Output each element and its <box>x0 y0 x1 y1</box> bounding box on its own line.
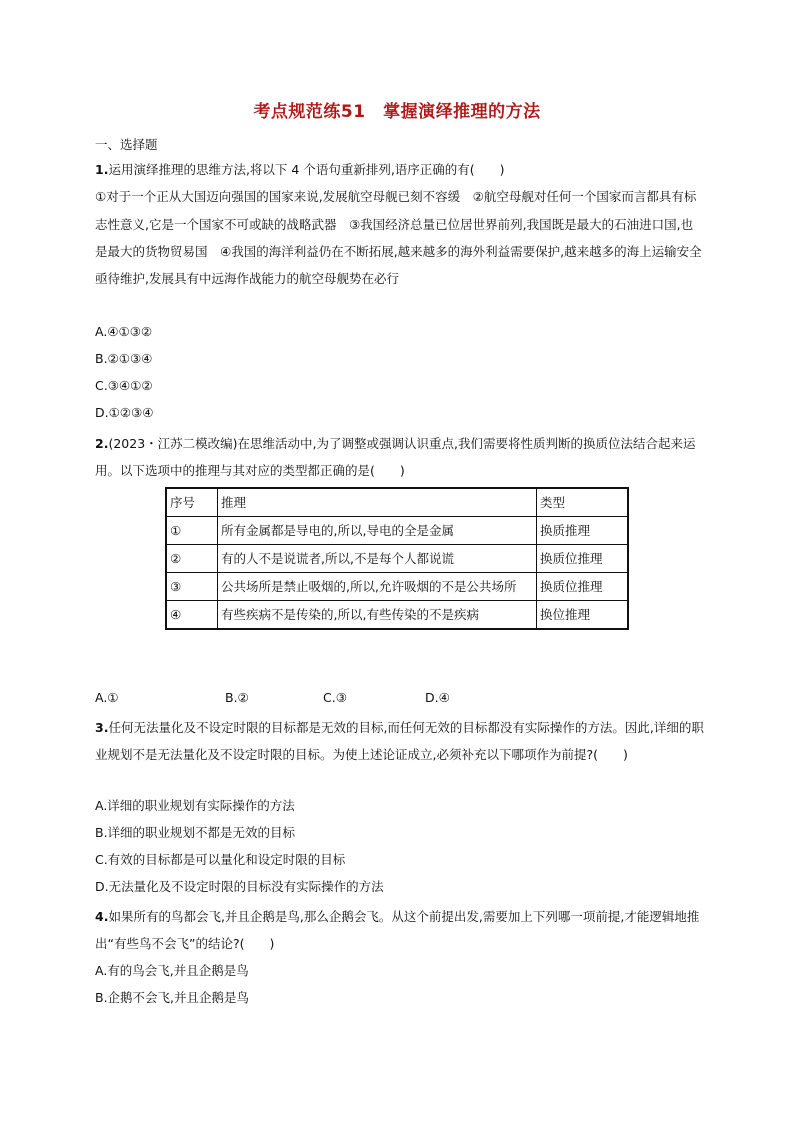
q3-option-c[interactable]: C.有效的目标都是可以量化和设定时限的目标 <box>95 852 346 867</box>
question-1 <box>95 156 705 292</box>
q2-option-c[interactable]: C.③ <box>323 690 347 705</box>
question-number: 4. <box>95 909 109 924</box>
table-cell: 所有金属都是导电的,所以,导电的全是金属 <box>218 517 537 545</box>
q2-option-d[interactable]: D.④ <box>425 690 450 705</box>
table-cell: 换质位推理 <box>537 573 629 601</box>
question-number: 3. <box>95 720 109 735</box>
q2-option-a[interactable]: A.① <box>95 690 119 705</box>
question-stem: (2023・江苏二模改编)在思维活动中,为了调整或强调认识重点,我们需要将性质判断的换质位法结合起来运用。以下选项中的推理与其对应的类型都正确的是( ) <box>95 436 696 479</box>
table-header-cell: 序号 <box>166 488 218 517</box>
table-header-cell: 推理 <box>218 488 537 517</box>
q1-option-b[interactable]: B.②①③④ <box>95 351 153 366</box>
table-cell: 公共场所是禁止吸烟的,所以,允许吸烟的不是公共场所 <box>218 573 537 601</box>
page-title: 考点规范练51 掌握演绎推理的方法 <box>253 102 541 122</box>
q1-option-a[interactable]: A.④①③② <box>95 324 153 339</box>
question-number: 2. <box>95 436 109 451</box>
table-row <box>166 573 628 601</box>
q4-option-b[interactable]: B.企鹅不会飞,并且企鹅是鸟 <box>95 990 250 1005</box>
question-3 <box>95 714 705 769</box>
table-header-row <box>166 488 628 517</box>
question-body: ①对于一个正从大国迈向强国的国家来说,发展航空母舰已刻不容缓 ②航空母舰对任何一个国家而言都具有标志性意义,它是一个国家不可或缺的战略武器 ③我国经济总量已位居世界前列,我国既是最大的石油进口国,也是最大的货物贸易国 ④我国的海洋利益仍在不断拓展,越来越多的海外利益需要保护,越来越多的海上运输安全亟待维护,发展具有中远海作战能力的航空母舰势在必行 <box>95 189 702 287</box>
table-row <box>166 601 628 630</box>
section-heading: 一、选择题 <box>95 137 158 152</box>
q2-option-b[interactable]: B.② <box>225 690 249 705</box>
q1-option-c[interactable]: C.③④①② <box>95 378 153 393</box>
table-cell: ① <box>166 517 218 545</box>
table-cell: 有的人不是说谎者,所以,不是每个人都说谎 <box>218 545 537 573</box>
q1-option-d[interactable]: D.①②③④ <box>95 405 154 420</box>
table-cell: ② <box>166 545 218 573</box>
q3-option-d[interactable]: D.无法量化及不设定时限的目标没有实际操作的方法 <box>95 879 384 894</box>
q4-option-a[interactable]: A.有的鸟会飞,并且企鹅是鸟 <box>95 963 249 978</box>
table-cell: ③ <box>166 573 218 601</box>
table-cell: 换质位推理 <box>537 545 629 573</box>
q3-option-b[interactable]: B.详细的职业规划不都是无效的目标 <box>95 825 296 840</box>
table-cell: 换位推理 <box>537 601 629 630</box>
table-cell: ④ <box>166 601 218 630</box>
question-stem: 运用演绎推理的思维方法,将以下 4 个语句重新排列,语序正确的有( ) <box>108 162 505 177</box>
question-number: 1. <box>95 162 109 177</box>
table-row <box>166 545 628 573</box>
table-cell: 换质推理 <box>537 517 629 545</box>
question-4 <box>95 903 705 958</box>
q3-option-a[interactable]: A.详细的职业规划有实际操作的方法 <box>95 798 295 813</box>
question-stem: 任何无法量化及不设定时限的目标都是无效的目标,而任何无效的目标都没有实际操作的方法。因此,详细的职业规划不是无法量化及不设定时限的目标。为使上述论证成立,必须补充以下哪项作为前提?( ) <box>95 720 704 763</box>
table-cell: 有些疾病不是传染的,所以,有些传染的不是疾病 <box>218 601 537 630</box>
question-stem: 如果所有的鸟都会飞,并且企鹅是鸟,那么企鹅会飞。从这个前提出发,需要加上下列哪一项前提,才能逻辑地推出“有些鸟不会飞”的结论?( ) <box>95 909 700 952</box>
question-2 <box>95 430 705 485</box>
reasoning-table <box>165 487 629 630</box>
table-header-cell: 类型 <box>537 488 629 517</box>
table-row <box>166 517 628 545</box>
